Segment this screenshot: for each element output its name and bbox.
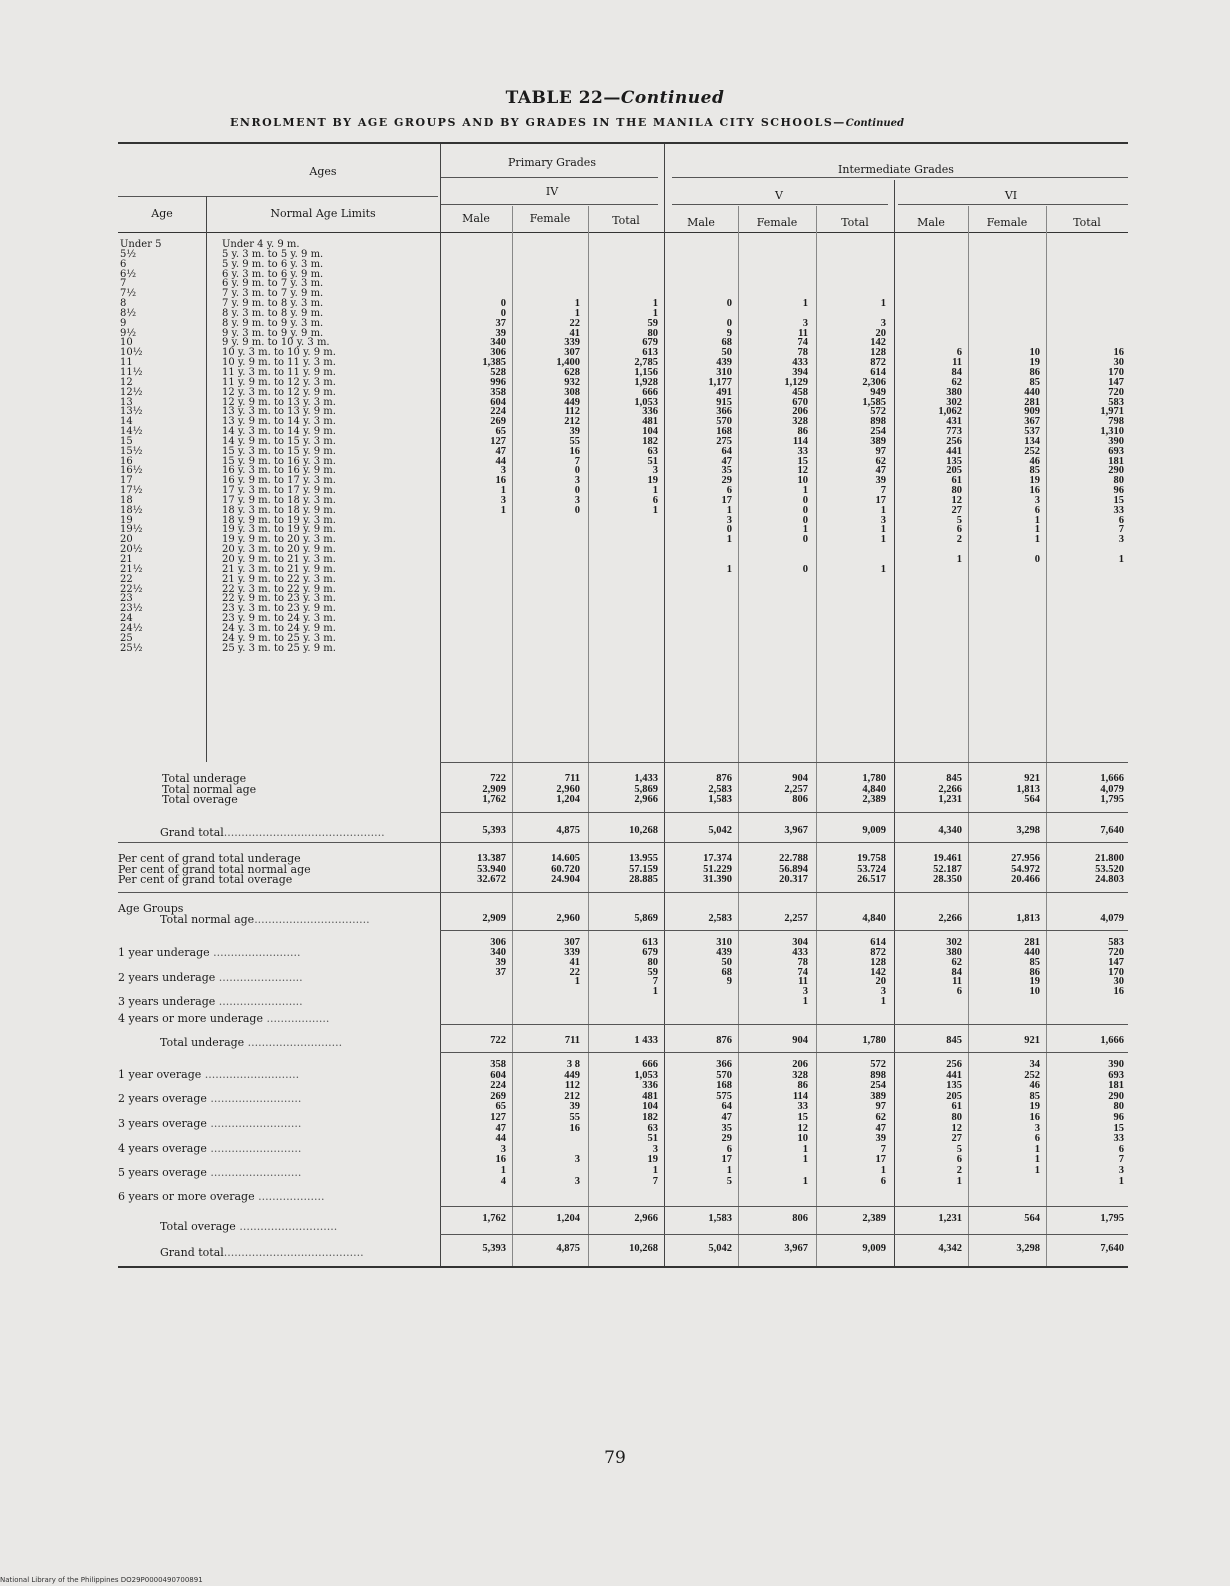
overage-4-text: 4 years overage (118, 1142, 207, 1155)
overage-v-male: 366 570 168 575 64 47 35 29 6 17 1 5 (716, 1059, 732, 1187)
underage-vi-female: 281 440 85 86 19 10 (1024, 937, 1040, 998)
underage-1-text: 1 year underage (118, 946, 210, 959)
vline-v-ft (816, 206, 817, 1266)
total-underage-iv-total: 1 433 (634, 1035, 658, 1046)
title-italic: Continued (620, 88, 725, 108)
normal-vi-male: 2,266 (938, 913, 962, 924)
bottom-rule (118, 1266, 1128, 1268)
underage-4-label (118, 1012, 329, 1025)
total-overage-iv-male: 1,762 (482, 1213, 506, 1224)
age-column: Under 5 5½ 6 6½ 7 7½ 8 8½ 9 9½ 10 10½ 11 11½ 12 12½ 13 13½ 14 14½ 15 15½ 16 16½ 17 17½ 18 18½ 19 19½ 20 20½ 21 21½ 22 22½ 23 23½ 24 24½ 25 25½ (120, 239, 162, 654)
leader-dots: ......................... (209, 946, 301, 959)
grand-total-2-text: Grand total (160, 1246, 224, 1259)
header-v-male: Male (687, 216, 715, 229)
ages-rule (118, 196, 438, 197)
underage-2-text: 2 years underage (118, 971, 216, 984)
top-rule (118, 142, 1128, 144)
overage-3-label (118, 1117, 301, 1130)
underage-v-female: 304 433 78 74 11 3 1 (792, 937, 808, 1008)
leader-dots: ........................... (244, 1036, 343, 1049)
grand-total-2-v-male: 5,042 (708, 1243, 732, 1254)
normal-vi-female: 1,813 (1016, 913, 1040, 924)
total-overage-text: Total overage (160, 1220, 236, 1233)
underage-2-label (118, 971, 303, 984)
iv-total-column: 1 1 59 80 679 613 2,785 1,156 1,928 666 1,053 336 481 104 182 63 51 3 19 1 6 1 (634, 298, 658, 516)
grand-total-1-iv-female: 4,875 (556, 825, 580, 836)
age-groups-top-rule (118, 892, 1128, 893)
normal-v-female: 2,257 (784, 913, 808, 924)
iv-female-column: 1 1 22 41 339 307 1,400 628 932 308 449 112 212 39 55 16 7 0 3 0 3 0 (556, 298, 580, 516)
underage-v-male: 310 439 50 68 9 (716, 937, 732, 988)
percent-v-female: 22.788 56.894 20.317 (779, 853, 808, 885)
grand-total-2-vi-female: 3,298 (1016, 1243, 1040, 1254)
vi-total-column: 16 30 170 147 720 583 1,971 798 1,310 390 693 181 290 80 96 15 33 6 7 3 1 (1100, 347, 1124, 565)
normal-age-limits-column: Under 4 y. 9 m. 5 y. 3 m. to 5 y. 9 m. 5 y. 9 m. to 6 y. 3 m. 6 y. 3 m. to 6 y. 9 m. 6 y. 9 m. to 7 y. 3 m. 7 y. 3 m. to 7 y. 9 m. 7 y. 9 m. to 8 y. 3 m. 8 y. 3 m. to 8 y. 9 m. 8 y. 9 m. to 9 y. 3 m. 9 y. 3 m. to 9 y. 9 m. 9 y. 9 m. to 10 y. 3 m. 10 y. 3 m. to 10 y. 9 m. 10 y. 9 m. to 11 y. 3 m. 11 y. 3 m. to 11 y. 9 m. 11 y. 9 m. to 12 y. 3 m. 12 y. 3 m. to 12 y. 9 m. 12 y. 9 m. to 13 y. 3 m. 13 y. 3 m. to 13 y. 9 m. 13 y. 9 m. to 14 y. 3 m. 14 y. 3 m. to 14 y. 9 m. 14 y. 9 m. to 15 y. 3 m. 15 y. 3 m. to 15 y. 9 m. 15 y. 9 m. to 16 y. 3 m. 16 y. 3 m. to 16 y. 9 m. 16 y. 9 m. to 17 y. 3 m. 17 y. 3 m. to 17 y. 9 m. 17 y. 9 m. to 18 y. 3 m. 18 y. 3 m. to 18 y. 9 m. 18 y. 9 m. to 19 y. 3 m. 19 y. 3 m. to 19 y. 9 m. 19 y. 9 m. to 20 y. 3 m. 20 y. 3 m. to 20 y. 9 m. 20 y. 9 m. to 21 y. 3 m. 21 y. 3 m. to 21 y. 9 m. 21 y. 9 m. to 22 y. 3 m. 22 y. 3 m. to 22 y. 9 m. 22 y. 9 m. to 23 y. 3 m. 23 y. 3 m. to 23 y. 9 m. 23 y. 9 m. to 24 y. 3 m. 24 y. 3 m. to 24 y. 9 m. 24 y. 9 m. to 25 y. 3 m. 25 y. 3 m. to 25 y. 9 m. (222, 239, 336, 654)
percent-v-male: 17.374 51.229 31.390 (703, 853, 732, 885)
normal-vi-total: 4,079 (1100, 913, 1124, 924)
subtitle-italic: Continued (845, 118, 904, 129)
header-iv-female: Female (529, 212, 571, 225)
header-vi-male: Male (917, 216, 945, 229)
grand-total-1-vi-total: 7,640 (1100, 825, 1124, 836)
overage-iv-total: 666 1,053 336 481 104 182 63 51 3 19 1 7 (634, 1059, 658, 1187)
total-overage-v-male: 1,583 (708, 1213, 732, 1224)
grand-total-1-label (160, 826, 385, 839)
leader-dots: ........................ (215, 995, 303, 1008)
total-underage-rule (440, 1024, 1128, 1025)
total-underage-vi-female: 921 (1024, 1035, 1040, 1046)
v-rule (672, 204, 888, 205)
totals-iv-female: 711 2,960 1,204 (556, 773, 580, 805)
header-v-female: Female (756, 216, 798, 229)
intermediate-rule (672, 177, 1128, 178)
grand-total-2-iv-male: 5,393 (482, 1243, 506, 1254)
normal-iv-total: 5,869 (634, 913, 658, 924)
vline-3 (894, 180, 895, 1266)
percent-iv-female: 14.605 60.720 24.904 (551, 853, 580, 885)
totals-v-male: 876 2,583 1,583 (708, 773, 732, 805)
total-underage-v-total: 1,780 (862, 1035, 886, 1046)
grand-total-1-rule (440, 812, 1128, 813)
percent-vi-male: 19.461 52.187 28.350 (933, 853, 962, 885)
grand-total-2-rule (440, 1234, 1128, 1235)
header-iv-male: Male (462, 212, 490, 225)
table-title (0, 88, 1230, 108)
grand-total-1-v-female: 3,967 (784, 825, 808, 836)
subtitle-text: ENROLMENT BY AGE GROUPS AND BY GRADES IN THE MANILA CITY SCHOOLS— (230, 116, 846, 129)
page-number: 79 (604, 1448, 626, 1468)
totals-iv-total: 1,433 5,869 2,966 (634, 773, 658, 805)
header-vi-female: Female (986, 216, 1028, 229)
grand-total-2-vi-total: 7,640 (1100, 1243, 1124, 1254)
total-overage-label (160, 1220, 337, 1233)
total-overage-iv-total: 2,966 (634, 1213, 658, 1224)
header-iv: IV (545, 185, 559, 198)
grand-total-2-label (160, 1246, 364, 1259)
vline-vi-mf (968, 206, 969, 1266)
percent-vi-total: 21.800 53.520 24.803 (1095, 853, 1124, 885)
normal-iv-female: 2,960 (556, 913, 580, 924)
grand-total-1-iv-male: 5,393 (482, 825, 506, 836)
grand-total-2-v-female: 3,967 (784, 1243, 808, 1254)
leader-dots: .......................... (206, 1142, 302, 1155)
vi-rule (898, 204, 1128, 205)
underage-iv-total: 613 679 80 59 7 1 (642, 937, 658, 998)
v-total-column: 1 3 20 142 128 872 614 2,306 949 1,585 572 898 254 389 97 62 47 39 7 17 1 3 1 1 1 (862, 298, 886, 575)
underage-v-total: 614 872 128 142 20 3 1 (870, 937, 886, 1008)
totals-v-female: 904 2,257 806 (784, 773, 808, 805)
underage-vi-male: 302 380 62 84 11 6 (946, 937, 962, 998)
underage-iv-female: 307 339 41 22 1 (564, 937, 580, 988)
overage-2-text: 2 years overage (118, 1092, 207, 1105)
overage-1-label (118, 1068, 299, 1081)
overage-6-text: 6 years or more overage (118, 1190, 255, 1203)
vline-1 (440, 144, 441, 1266)
header-primary: Primary Grades (508, 156, 596, 169)
vline-iv-ft (588, 206, 589, 1266)
overage-v-female: 206 328 86 114 33 15 12 10 1 1 1 (792, 1059, 808, 1187)
overage-4-label (118, 1142, 301, 1155)
leader-dots: ........................................ (223, 1246, 364, 1259)
iv-male-column: 0 0 37 39 340 306 1,385 528 996 358 604 224 269 65 127 47 44 3 16 1 3 1 (482, 298, 506, 516)
totals-vi-female: 921 1,813 564 (1016, 773, 1040, 805)
header-ages: Ages (309, 165, 337, 178)
total-normal-age-label (160, 913, 370, 926)
overage-3-text: 3 years overage (118, 1117, 207, 1130)
percent-v-total: 19.758 53.724 26.517 (857, 853, 886, 885)
overage-6-label (118, 1190, 325, 1203)
header-vi-total: Total (1073, 216, 1101, 229)
underage-3-label (118, 995, 303, 1008)
grand-total-1-v-male: 5,042 (708, 825, 732, 836)
underage-vi-total: 583 720 147 170 30 16 (1108, 937, 1124, 998)
vline-ages (206, 196, 207, 762)
total-underage-vi-total: 1,666 (1100, 1035, 1124, 1046)
percent-iv-total: 13.955 57.159 28.885 (629, 853, 658, 885)
header-v: V (775, 189, 783, 202)
totals-v-total: 1,780 4,840 2,389 (862, 773, 886, 805)
total-underage-label (160, 1036, 342, 1049)
vline-iv-mf (512, 206, 513, 1266)
leader-dots: .......................... (206, 1117, 302, 1130)
vline-vi-ft (1046, 206, 1047, 1266)
overage-1-text: 1 year overage (118, 1068, 202, 1081)
v-female-column: 1 3 11 74 78 433 394 1,129 458 670 206 328 86 114 33 15 12 10 1 0 0 0 1 0 0 (784, 298, 808, 575)
overage-iv-female: 3 8 449 112 212 39 55 16 3 3 (564, 1059, 580, 1187)
title-text: TABLE 22— (505, 88, 621, 108)
percent-top-rule (118, 842, 1128, 843)
overage-iv-male: 358 604 224 269 65 127 47 44 3 16 1 4 (490, 1059, 506, 1187)
total-overage-v-total: 2,389 (862, 1213, 886, 1224)
footer-note: National Library of the Philippines DO29P0000490700891 (0, 1576, 203, 1584)
iv-rule (440, 204, 658, 205)
underage-1-label (118, 946, 301, 959)
grand-total-1-vi-female: 3,298 (1016, 825, 1040, 836)
total-underage-vi-male: 845 (946, 1035, 962, 1046)
vi-female-column: 10 19 86 85 440 281 909 367 537 134 252 46 85 19 16 3 6 1 1 1 0 (1024, 347, 1040, 565)
total-overage-rule (440, 1206, 1128, 1207)
underage-iv-male: 306 340 39 37 (490, 937, 506, 978)
grand-total-2-v-total: 9,009 (862, 1243, 886, 1254)
totals-vi-male: 845 2,266 1,231 (938, 773, 962, 805)
leader-dots: ................................. (254, 913, 370, 926)
header-normal-age-limits: Normal Age Limits (270, 207, 376, 220)
total-overage-vi-male: 1,231 (938, 1213, 962, 1224)
grand-total-1-vi-male: 4,340 (938, 825, 962, 836)
header-vi: VI (1004, 189, 1018, 202)
normal-v-total: 4,840 (862, 913, 886, 924)
underage-top-rule (440, 930, 1128, 931)
percent-labels: Per cent of grand total underage Per cent of grand total normal age Per cent of grand total overage (118, 852, 311, 886)
grand-total-2-vi-male: 4,342 (938, 1243, 962, 1254)
total-overage-vi-total: 1,795 (1100, 1213, 1124, 1224)
overage-2-label (118, 1092, 301, 1105)
total-underage-v-male: 876 (716, 1035, 732, 1046)
leader-dots: .................. (262, 1012, 330, 1025)
normal-iv-male: 2,909 (482, 913, 506, 924)
leader-dots: .......................... (206, 1166, 302, 1179)
leader-dots: ............................ (235, 1220, 338, 1233)
total-underage-iv-male: 722 (490, 1035, 506, 1046)
leader-dots: ........................... (201, 1068, 300, 1081)
leader-dots: ................... (254, 1190, 325, 1203)
overage-v-total: 572 898 254 389 97 62 47 39 7 17 1 6 (870, 1059, 886, 1187)
leader-dots: ........................ (215, 971, 303, 984)
grand-total-1-iv-total: 10,268 (629, 825, 658, 836)
overage-vi-total: 390 693 181 290 80 96 15 33 6 7 3 1 (1108, 1059, 1124, 1187)
header-age: Age (151, 207, 173, 220)
total-underage-iv-female: 711 (564, 1035, 580, 1046)
vline-2 (664, 144, 665, 1266)
grand-total-2-iv-female: 4,875 (556, 1243, 580, 1254)
leader-dots: .......................... (206, 1092, 302, 1105)
overage-5-text: 5 years overage (118, 1166, 207, 1179)
overage-vi-male: 256 441 135 205 61 80 12 27 5 6 2 1 (946, 1059, 962, 1187)
leader-dots: .............................................. (223, 826, 385, 839)
total-overage-vi-female: 564 (1024, 1213, 1040, 1224)
overage-5-label (118, 1166, 301, 1179)
age-groups-label: Age Groups (118, 902, 184, 915)
table-subtitle (230, 116, 1010, 129)
grand-total-1-text: Grand total (160, 826, 224, 839)
total-overage-iv-female: 1,204 (556, 1213, 580, 1224)
totals-iv-male: 722 2,909 1,762 (482, 773, 506, 805)
vi-male-column: 6 11 84 62 380 302 1,062 431 773 256 441 135 205 61 80 12 27 5 6 2 1 (938, 347, 962, 565)
grand-total-1-v-total: 9,009 (862, 825, 886, 836)
v-male-column: 0 0 9 68 50 439 310 1,177 491 915 366 570 168 275 64 47 35 29 6 17 1 3 0 1 1 (708, 298, 732, 575)
header-v-total: Total (841, 216, 869, 229)
vline-v-mf (738, 206, 739, 1266)
header-bottom-rule (118, 232, 1128, 233)
total-underage-text: Total underage (160, 1036, 245, 1049)
overage-vi-female: 34 252 46 85 19 16 3 6 1 1 1 (1024, 1059, 1040, 1176)
percent-vi-female: 27.956 54.972 20.466 (1011, 853, 1040, 885)
header-intermediate: Intermediate Grades (838, 163, 954, 176)
overage-top-rule (440, 1052, 1128, 1053)
underage-3-text: 3 years underage (118, 995, 216, 1008)
totals-labels: Total underage Total normal age Total overage (162, 772, 257, 806)
total-overage-v-female: 806 (792, 1213, 808, 1224)
normal-v-male: 2,583 (708, 913, 732, 924)
ages-bottom-rule (440, 762, 1128, 763)
totals-vi-total: 1,666 4,079 1,795 (1100, 773, 1124, 805)
total-normal-age-text: Total normal age (160, 913, 255, 926)
grand-total-2-iv-total: 10,268 (629, 1243, 658, 1254)
percent-iv-male: 13.387 53.940 32.672 (477, 853, 506, 885)
header-iv-total: Total (612, 214, 640, 227)
primary-rule (440, 177, 658, 178)
underage-4-text: 4 years or more underage (118, 1012, 263, 1025)
total-underage-v-female: 904 (792, 1035, 808, 1046)
